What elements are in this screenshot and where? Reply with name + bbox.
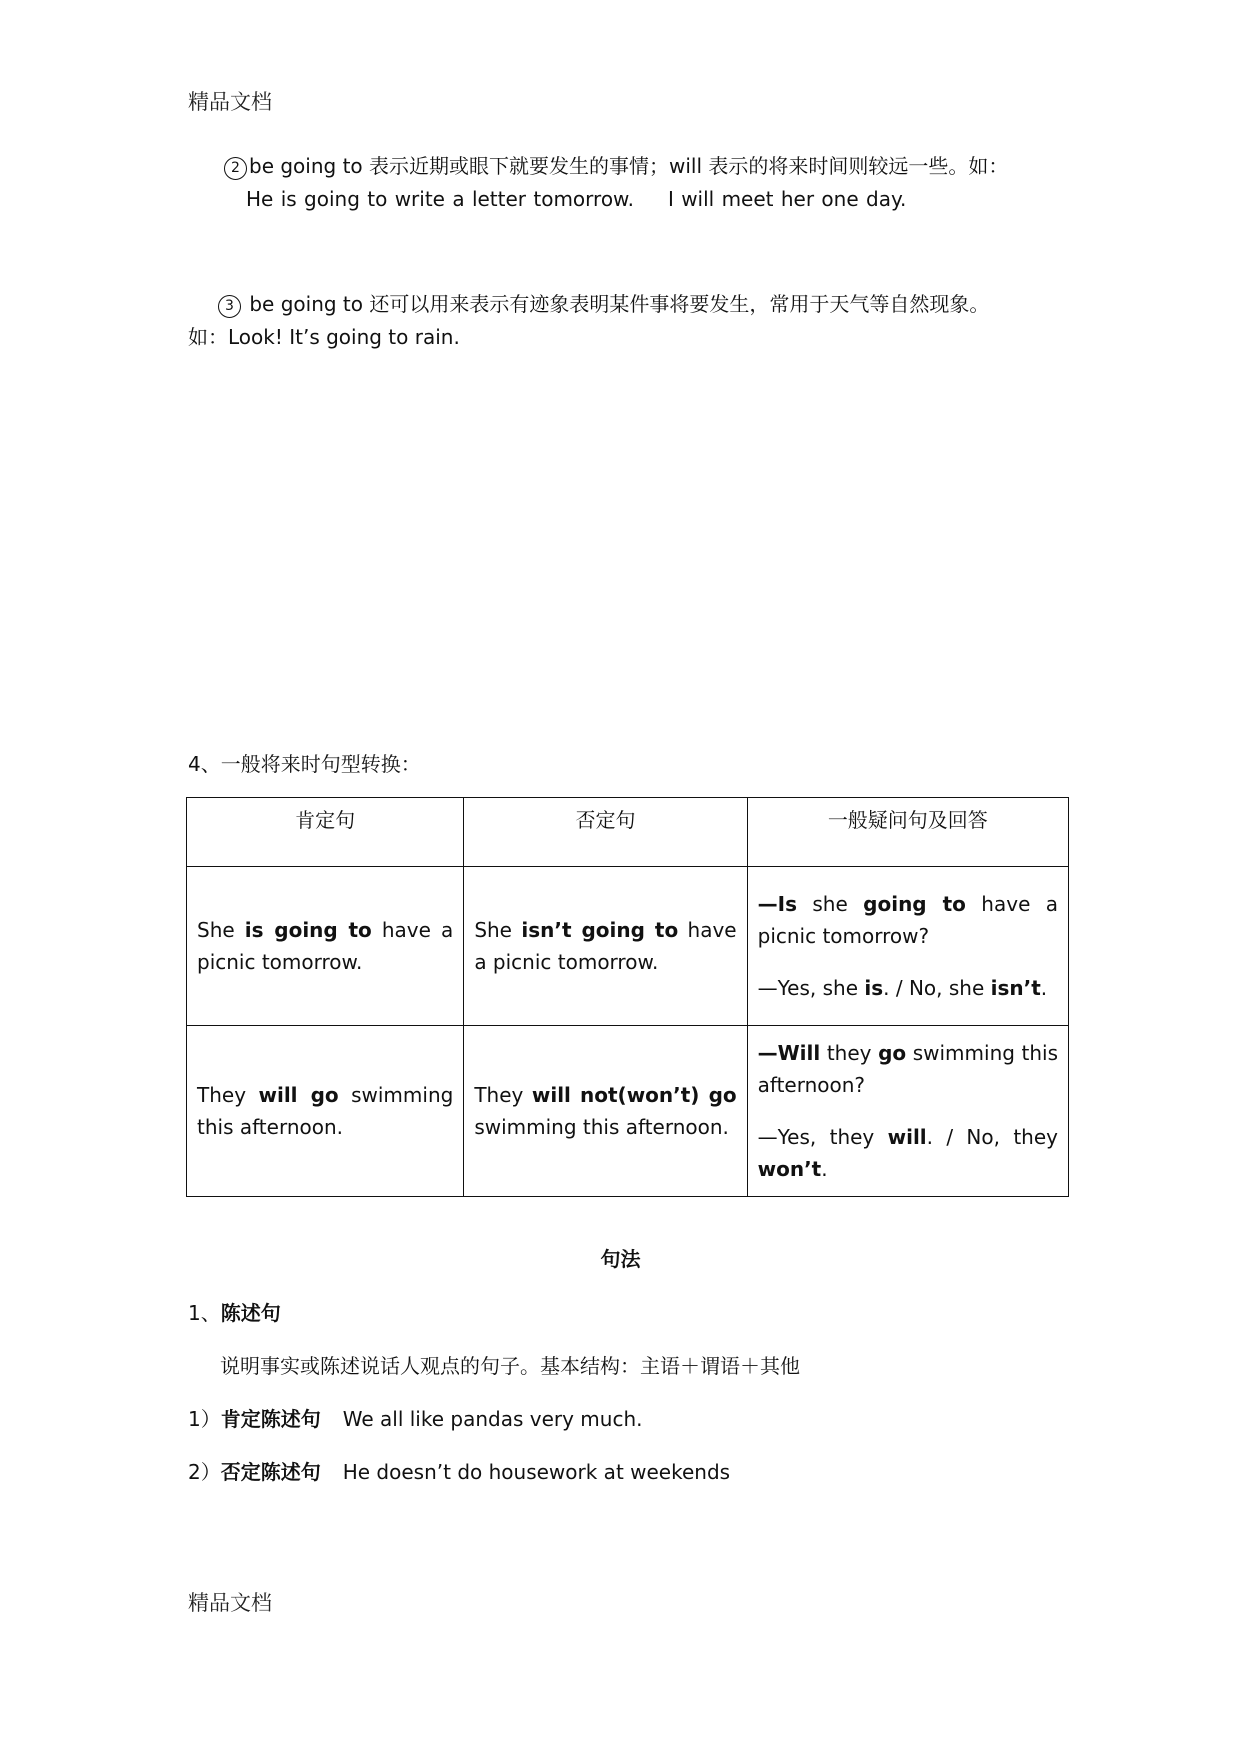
example-will: I will meet her one day.	[667, 187, 907, 211]
header-question: 一般疑问句及回答	[747, 798, 1068, 867]
answer: —Yes, she is. / No, she isn’t.	[757, 976, 1048, 1000]
cell-question-answer	[747, 1026, 1068, 1197]
item-example: He doesn’t do housework at weekends	[342, 1460, 731, 1484]
cell-negative: She isn’t going to have a picnic tomorrow.	[464, 867, 747, 1026]
page-header: 精品文档	[188, 90, 272, 114]
section-4-heading: 4、一般将来时句型转换：	[188, 752, 421, 776]
question: —Is she going to have a picnic tomorrow?	[757, 892, 1059, 948]
item-label: 否定陈述句	[220, 1460, 321, 1484]
point-2-body: be going to 表示近期或眼下就要发生的事情；will 表示的将来时间则较远一些。如：	[249, 154, 1009, 178]
table-header-row	[187, 798, 1069, 867]
cell-affirmative: They will go swimming this afternoon.	[187, 1026, 464, 1197]
example-going-to: He is going to write a letter tomorrow.	[246, 187, 634, 211]
syntax-title: 句法	[600, 1247, 641, 1271]
table-row	[187, 867, 1069, 1026]
section-1-number: 1、	[188, 1301, 221, 1325]
item-example: We all like pandas very much.	[342, 1407, 643, 1431]
table-row	[187, 1026, 1069, 1197]
point-3-example: 如：Look! It’s going to rain.	[188, 325, 460, 349]
list-item	[188, 1403, 642, 1435]
section-1-description: 说明事实或陈述说话人观点的句子。基本结构：主语＋谓语＋其他	[220, 1354, 800, 1378]
item-number: 2）	[188, 1460, 221, 1484]
point-2-text	[224, 150, 1008, 182]
header-negative: 否定句	[464, 798, 747, 867]
section-1-title: 陈述句	[220, 1301, 281, 1325]
answer: —Yes, they will. / No, they won’t.	[757, 1125, 1058, 1181]
circled-number-2: 2	[224, 157, 247, 180]
header-affirmative: 肯定句	[187, 798, 464, 867]
point-2-examples	[246, 183, 906, 215]
item-label: 肯定陈述句	[220, 1407, 321, 1431]
page-footer: 精品文档	[188, 1591, 272, 1615]
cell-question-answer	[747, 867, 1068, 1026]
item-number: 1）	[188, 1407, 221, 1431]
question: —Will they go swimming this afternoon?	[757, 1041, 1059, 1097]
list-item	[188, 1456, 730, 1488]
cell-negative: They will not(won’t) go swimming this afternoon.	[464, 1026, 747, 1197]
circled-number-3: 3	[218, 295, 241, 318]
sentence-conversion-table	[186, 797, 1069, 1197]
cell-affirmative: She is going to have a picnic tomorrow.	[187, 867, 464, 1026]
section-1-heading	[188, 1297, 281, 1329]
point-3-text	[218, 288, 989, 320]
point-3-body: be going to 还可以用来表示有迹象表明某件事将要发生，常用于天气等自然现象。	[243, 292, 990, 316]
